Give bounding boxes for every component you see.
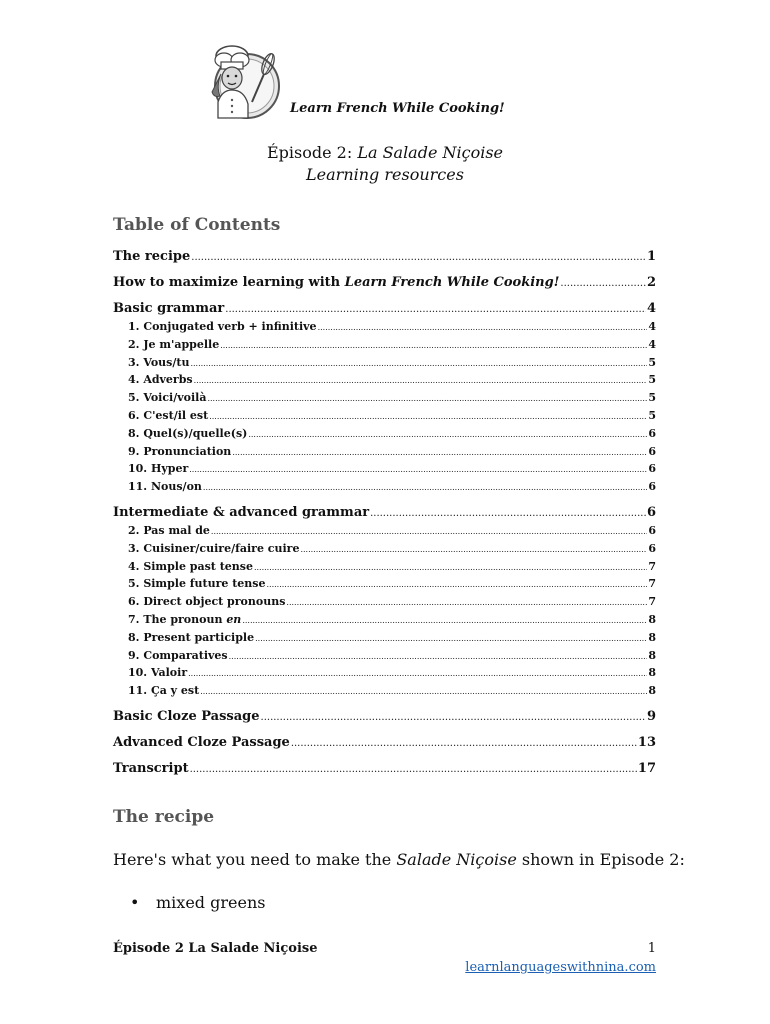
toc-entry-label-italic: Learn French While Cooking!	[344, 275, 560, 290]
toc-entry-label	[128, 576, 265, 593]
toc-entry-label-text: 6. C'est/il est	[128, 408, 209, 422]
toc-entry[interactable]	[113, 734, 656, 753]
toc-entry[interactable]	[113, 479, 656, 497]
toc-leader-dots	[266, 577, 647, 594]
toc-entry[interactable]	[113, 559, 656, 577]
toc-page-number: 7	[648, 559, 656, 573]
toc-leader-dots	[291, 735, 637, 753]
toc-entry-label	[128, 559, 253, 576]
toc-entry-label-text: 6. Direct object pronouns	[128, 595, 286, 609]
toc-leader-dots	[229, 649, 648, 666]
toc-entry-label-text: How to maximize learning with	[113, 275, 345, 290]
toc-leader-dots	[318, 320, 648, 337]
toc-page-number: 8	[648, 630, 656, 644]
toc-leader-dots	[207, 391, 647, 408]
toc-page-number: 6	[646, 504, 656, 520]
toc-entry-label	[128, 523, 210, 540]
toc-entry-label-italic: en	[226, 612, 242, 626]
toc-entry-label-text: 9. Comparatives	[128, 648, 228, 662]
toc-entry[interactable]	[113, 630, 656, 648]
toc-entry-label-text: 4. Adverbs	[128, 373, 193, 387]
toc-entry[interactable]	[113, 426, 656, 444]
toc-page-number: 5	[648, 391, 656, 405]
toc-page-number: 8	[648, 648, 656, 662]
episode-title-prefix: Épisode 2:	[266, 143, 358, 162]
footer-title: Épisode 2 La Salade Niçoise	[113, 941, 318, 956]
toc-entry-label	[128, 390, 206, 407]
toc-page-number: 4	[648, 337, 656, 351]
toc-leader-dots	[190, 356, 647, 373]
toc-entry-label-text: 9. Pronunciation	[128, 444, 232, 458]
toc-entry[interactable]	[113, 408, 656, 426]
toc-entry-label-text: 1. Conjugated verb + infinitive	[128, 320, 317, 333]
toc-page-number: 8	[648, 612, 656, 626]
toc-entry-label-text: 4. Simple past tense	[128, 559, 253, 573]
toc-page-number: 13	[637, 734, 656, 750]
toc-page-number: 6	[648, 426, 656, 440]
toc-entry-label-text: 10. Valoir	[128, 666, 188, 680]
table-of-contents	[113, 248, 656, 779]
toc-leader-dots	[254, 560, 647, 577]
footer-page-number: 1	[647, 941, 656, 956]
toc-entry-label	[113, 708, 260, 726]
toc-entry-label-text: 2. Je m'appelle	[128, 337, 220, 351]
toc-page-number: 7	[648, 577, 656, 591]
toc-leader-dots	[203, 480, 647, 497]
toc-entry-label	[128, 426, 247, 443]
toc-leader-dots	[211, 524, 647, 541]
toc-leader-dots	[189, 462, 647, 479]
toc-page-number: 6	[648, 444, 656, 458]
toc-page-number: 4	[648, 320, 656, 333]
toc-leader-dots	[200, 684, 647, 701]
toc-leader-dots	[225, 301, 646, 319]
toc-entry-label-text: Basic Cloze Passage	[113, 708, 260, 724]
recipe-heading: The recipe	[113, 807, 215, 827]
toc-entry-label	[113, 760, 189, 778]
toc-entry[interactable]	[113, 594, 656, 612]
toc-page-number: 17	[637, 760, 656, 776]
toc-page-number: 9	[646, 708, 656, 724]
toc-entry[interactable]	[113, 337, 656, 355]
toc-leader-dots	[248, 427, 647, 444]
toc-leader-dots	[209, 409, 647, 426]
toc-entry-label-text: 10. Hyper	[128, 462, 189, 476]
toc-page-number: 6	[648, 480, 656, 494]
episode-title	[0, 143, 770, 162]
list-item	[130, 893, 265, 912]
toc-entry-label-text: Advanced Cloze Passage	[113, 734, 290, 750]
toc-entry-label-text: Intermediate & advanced grammar	[113, 504, 370, 520]
toc-page-number: 5	[648, 373, 656, 387]
toc-entry-label-text: 11. Ça y est	[128, 684, 200, 698]
chef-logo-icon	[202, 42, 284, 124]
toc-entry-label-text: 7. The pronoun	[128, 612, 227, 626]
toc-leader-dots	[255, 631, 647, 648]
toc-page-number: 7	[648, 595, 656, 609]
toc-leader-dots	[232, 445, 647, 462]
recipe-intro-before: Here's what you need to make the	[113, 850, 397, 869]
toc-entry-label	[128, 479, 202, 496]
toc-entry[interactable]	[113, 461, 656, 479]
toc-leader-dots	[261, 709, 646, 727]
toc-leader-dots	[194, 373, 648, 390]
recipe-ingredient-list	[130, 893, 265, 912]
toc-entry[interactable]	[113, 612, 656, 630]
toc-page-number: 1	[646, 249, 656, 264]
toc-entry[interactable]	[113, 523, 656, 541]
toc-entry[interactable]	[113, 541, 656, 559]
toc-entry-label	[113, 504, 369, 522]
toc-leader-dots	[220, 338, 647, 355]
toc-entry-label	[128, 665, 187, 682]
toc-page-number: 6	[648, 462, 656, 476]
toc-page-number: 4	[646, 301, 656, 316]
toc-page-number: 6	[648, 541, 656, 555]
toc-entry-label-text: 5. Simple future tense	[128, 577, 266, 591]
toc-entry[interactable]	[113, 300, 656, 319]
toc-leader-dots	[560, 275, 646, 293]
bullet-icon: •	[130, 893, 140, 912]
toc-entry-label-text: 3. Cuisiner/cuire/faire cuire	[128, 541, 300, 555]
toc-entry-label	[128, 648, 228, 665]
toc-entry-label-text: 3. Vous/tu	[128, 355, 190, 369]
footer-website-link[interactable]: learnlanguageswithnina.com	[465, 960, 656, 975]
toc-leader-dots	[242, 613, 647, 630]
toc-entry-label	[128, 337, 219, 354]
toc-entry[interactable]	[113, 355, 656, 373]
toc-entry-label-text: Transcript	[113, 760, 189, 776]
toc-entry-label-text: 8. Present participle	[128, 630, 255, 644]
toc-page-number: 5	[648, 408, 656, 422]
toc-entry-label	[128, 630, 254, 647]
toc-entry[interactable]	[113, 760, 656, 779]
toc-entry-label	[128, 612, 241, 629]
toc-entry-label	[128, 683, 199, 700]
toc-entry[interactable]	[113, 708, 656, 727]
toc-entry-label	[128, 408, 208, 425]
toc-entry[interactable]	[113, 683, 656, 701]
toc-entry[interactable]	[113, 319, 656, 337]
toc-entry-label	[128, 319, 317, 336]
toc-page-number: 8	[648, 666, 656, 680]
toc-page-number: 6	[648, 523, 656, 537]
toc-entry[interactable]	[113, 372, 656, 390]
recipe-intro	[113, 850, 685, 869]
toc-leader-dots	[190, 761, 637, 779]
toc-entry-label	[113, 300, 224, 318]
toc-entry[interactable]	[113, 390, 656, 408]
toc-heading: Table of Contents	[113, 215, 281, 235]
toc-entry-label-text: The recipe	[113, 249, 191, 264]
toc-entry[interactable]	[113, 444, 656, 462]
toc-entry-label	[128, 541, 299, 558]
toc-entry[interactable]	[113, 248, 656, 267]
toc-entry[interactable]	[113, 576, 656, 594]
toc-entry-label	[113, 734, 290, 752]
toc-entry-label-text: 11. Nous/on	[128, 480, 202, 494]
toc-entry-label-text: 8. Quel(s)/quelle(s)	[128, 426, 248, 440]
toc-entry-label	[113, 248, 190, 266]
toc-entry[interactable]	[113, 504, 656, 523]
toc-entry-label	[128, 594, 285, 611]
toc-entry[interactable]	[113, 648, 656, 666]
toc-page-number: 2	[646, 275, 656, 290]
toc-entry[interactable]	[113, 665, 656, 683]
toc-entry[interactable]	[113, 274, 656, 293]
toc-leader-dots	[370, 505, 646, 523]
toc-page-number: 8	[648, 684, 656, 698]
toc-leader-dots	[188, 666, 647, 683]
toc-leader-dots	[286, 595, 647, 612]
header-tagline: Learn French While Cooking!	[290, 101, 505, 116]
recipe-intro-after: shown in Episode 2:	[516, 850, 685, 869]
toc-leader-dots	[300, 542, 647, 559]
episode-title-italic: La Salade Niçoise	[357, 143, 504, 162]
episode-subtitle: Learning resources	[306, 165, 464, 184]
toc-entry-label-text: 5. Voici/voilà	[128, 391, 207, 405]
toc-entry-label	[128, 372, 193, 389]
toc-entry-label	[128, 461, 188, 478]
toc-page-number: 5	[648, 355, 656, 369]
toc-entry-label	[113, 274, 559, 292]
toc-entry-label	[128, 355, 189, 372]
toc-entry-label	[128, 444, 231, 461]
ingredient-label: mixed greens	[156, 893, 266, 912]
recipe-intro-italic: Salade Niçoise	[396, 850, 517, 869]
toc-entry-label-text: 2. Pas mal de	[128, 523, 210, 537]
toc-leader-dots	[191, 249, 646, 267]
toc-entry-label-text: Basic grammar	[113, 301, 225, 316]
